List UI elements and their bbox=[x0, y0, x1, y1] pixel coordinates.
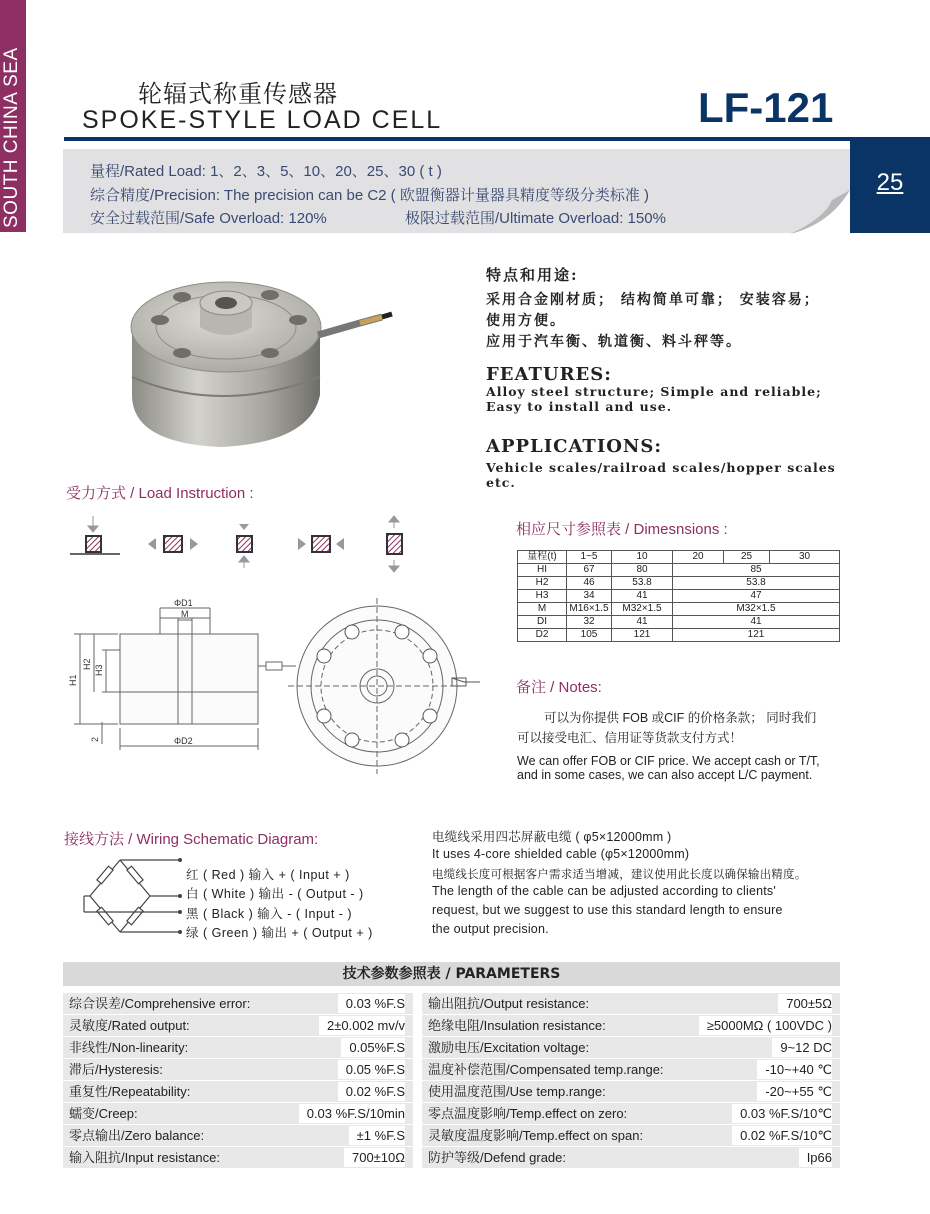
table-row: 绝缘电阻/Insulation resistance: ≥5000MΩ ( 100VDC ) bbox=[422, 1015, 840, 1036]
table-cell: 67 bbox=[567, 564, 612, 577]
table-row: 蠕变/Creep: 0.03 %F.S/10min bbox=[63, 1103, 413, 1124]
table-cell: H2 bbox=[518, 577, 567, 590]
spec-ultimate-overload: 极限过载范围/Ultimate Overload: 150% bbox=[405, 210, 666, 227]
label-2: 2 bbox=[90, 736, 100, 742]
table-cell: 41 bbox=[673, 616, 840, 629]
dimension-drawing bbox=[62, 596, 492, 774]
features-cn-line: 应用于汽车衡、轨道衡、料斗秤等。 bbox=[486, 334, 742, 350]
table-header-cell: 10 bbox=[612, 551, 673, 564]
table-cell: 121 bbox=[612, 629, 673, 642]
table-header-cell: 25 bbox=[724, 551, 770, 564]
table-row: 激励电压/Excitation voltage: 9~12 DC bbox=[422, 1037, 840, 1058]
table-row: 重复性/Repeatability: 0.02 %F.S bbox=[63, 1081, 413, 1102]
table-row: 零点输出/Zero balance: ±1 %F.S bbox=[63, 1125, 413, 1146]
model-number: LF-121 bbox=[698, 84, 834, 131]
table-cell: 85 bbox=[673, 564, 840, 577]
table-cell: 41 bbox=[612, 616, 673, 629]
features-line: Easy to install and use. bbox=[486, 399, 673, 414]
dimensions-title: 相应尺寸参照表 / Dimesnsions : bbox=[516, 521, 728, 538]
wire-black-label: 黑 ( Black ) 输入 - ( Input - ) bbox=[186, 907, 353, 921]
table-cell: 121 bbox=[673, 629, 840, 642]
table-row bbox=[518, 564, 840, 577]
table-row bbox=[518, 616, 840, 629]
title-english: SPOKE-STYLE LOAD CELL bbox=[82, 106, 443, 134]
load-mode-press-icon bbox=[70, 516, 120, 554]
dimensions-table bbox=[517, 550, 840, 642]
table-row: 灵敏度温度影响/Temp.effect on span: 0.02 %F.S/10℃ bbox=[422, 1125, 840, 1146]
notes-en-line: We can offer FOB or CIF price. We accept cash or T/T, bbox=[517, 754, 820, 768]
page-number-box bbox=[850, 137, 930, 233]
spec-rated-load: 量程/Rated Load: 1、2、3、5、10、20、25、30 ( t ) bbox=[90, 163, 442, 180]
table-row: 灵敏度/Rated output: 2±0.002 mv/v bbox=[63, 1015, 413, 1036]
wire-red-label: 红 ( Red ) 输入 + ( Input + ) bbox=[186, 868, 350, 882]
features-heading: FEATURES: bbox=[486, 364, 612, 385]
cable-line: request, but we suggest to use this standard length to ensure bbox=[432, 903, 783, 917]
table-cell: 53.8 bbox=[612, 577, 673, 590]
table-row: 温度补偿范围/Compensated temp.range: -10~+40 ℃ bbox=[422, 1059, 840, 1080]
table-header-cell: 20 bbox=[673, 551, 724, 564]
wire-green-label: 绿 ( Green ) 输出 + ( Output + ) bbox=[186, 926, 373, 940]
table-cell: 41 bbox=[612, 590, 673, 603]
cable-line: the output precision. bbox=[432, 922, 549, 936]
table-row bbox=[518, 590, 840, 603]
label-d1: ΦD1 bbox=[174, 598, 193, 608]
brand-sidebar bbox=[0, 0, 26, 232]
spec-precision: 综合精度/Precision: The precision can be C2 ( 欧盟衡器计量器具精度等级分类标准 ) bbox=[90, 187, 650, 204]
label-h2: H2 bbox=[82, 658, 92, 670]
load-mode-vertical-icon bbox=[237, 514, 252, 568]
notes-cn-line: 可以为你提供 FOB 或CIF 的价格条款； 同时我们 bbox=[544, 711, 817, 725]
table-row: 非线性/Non-linearity: 0.05%F.S bbox=[63, 1037, 413, 1058]
table-cell: D2 bbox=[518, 629, 567, 642]
features-cn-line: 使用方便。 bbox=[486, 313, 566, 329]
table-cell: H3 bbox=[518, 590, 567, 603]
features-line: Alloy steel structure; Simple and reliable; bbox=[486, 384, 822, 399]
table-cell: HI bbox=[518, 564, 567, 577]
table-row: 滞后/Hysteresis: 0.05 %F.S bbox=[63, 1059, 413, 1080]
notes-en-line: and in some cases, we can also accept L/C payment. bbox=[517, 768, 813, 782]
table-cell: 53.8 bbox=[673, 577, 840, 590]
cable-line: 电缆线长度可根据客户需求适当增减，建议使用此长度以确保输出精度。 bbox=[432, 869, 807, 881]
label-d2: ΦD2 bbox=[174, 736, 193, 746]
table-cell: 34 bbox=[567, 590, 612, 603]
table-header-row bbox=[518, 551, 840, 564]
title-chinese: 轮辐式称重传感器 bbox=[138, 80, 338, 108]
applications-line: Vehicle scales/railroad scales/hopper scales bbox=[486, 460, 836, 475]
applications-heading: APPLICATIONS: bbox=[486, 436, 663, 457]
table-cell: M32×1.5 bbox=[673, 603, 840, 616]
table-row bbox=[518, 629, 840, 642]
load-mode-push-icon bbox=[298, 536, 344, 552]
table-row: 使用温度范围/Use temp.range: -20~+55 ℃ bbox=[422, 1081, 840, 1102]
wire-white-label: 白 ( White ) 输出 - ( Output - ) bbox=[186, 887, 364, 901]
notes-cn-line: 可以接受电汇、信用证等货款支付方式！ bbox=[517, 731, 743, 745]
page-number: 25 bbox=[876, 169, 904, 196]
table-row: 防护等级/Defend grade: Ip66 bbox=[422, 1147, 840, 1168]
table-row: 输出阻抗/Output resistance: 700±5Ω bbox=[422, 993, 840, 1014]
table-row: 输入阻抗/Input resistance: 700±10Ω bbox=[63, 1147, 413, 1168]
table-cell: M bbox=[518, 603, 567, 616]
load-instruction-title: 受力方式 / Load Instruction : bbox=[66, 485, 254, 502]
table-header-cell: 30 bbox=[770, 551, 840, 564]
cable-line: 电缆线采用四芯屏蔽电缆 ( φ5×12000mm ) bbox=[432, 830, 672, 844]
applications-line: etc. bbox=[486, 475, 516, 490]
features-cn-heading: 特点和用途: bbox=[486, 266, 579, 284]
wheatstone-bridge-icon bbox=[80, 856, 184, 940]
header-divider bbox=[64, 137, 850, 141]
load-mode-tension-icon bbox=[387, 516, 402, 572]
cable-line: It uses 4-core shielded cable (φ5×12000mm) bbox=[432, 847, 690, 861]
wiring-title: 接线方法 / Wiring Schematic Diagram: bbox=[64, 831, 319, 848]
table-row bbox=[518, 603, 840, 616]
load-instruction-diagram bbox=[66, 512, 426, 577]
parameters-title: 技术参数参照表 / PARAMETERS bbox=[63, 962, 840, 986]
table-cell: DI bbox=[518, 616, 567, 629]
features-cn-line: 采用合金刚材质； 结构简单可靠； 安装容易； bbox=[486, 292, 820, 308]
table-row bbox=[518, 577, 840, 590]
spec-safe-overload: 安全过载范围/Safe Overload: 120% bbox=[90, 210, 327, 227]
table-cell: M16×1.5 bbox=[567, 603, 612, 616]
page-curl-icon bbox=[770, 190, 852, 235]
table-header-cell: 量程(t) bbox=[518, 551, 567, 564]
table-header-cell: 1~5 bbox=[567, 551, 612, 564]
table-row: 综合误差/Comprehensive error: 0.03 %F.S bbox=[63, 993, 413, 1014]
table-cell: 80 bbox=[612, 564, 673, 577]
table-cell: 105 bbox=[567, 629, 612, 642]
cable-line: The length of the cable can be adjusted according to clients' bbox=[432, 884, 776, 898]
brand-text: SOUTH CHINA SEA bbox=[1, 47, 22, 228]
load-mode-side-icon bbox=[148, 536, 198, 552]
table-cell: 46 bbox=[567, 577, 612, 590]
label-m: M bbox=[181, 609, 189, 619]
table-cell: 47 bbox=[673, 590, 840, 603]
label-h1: H1 bbox=[68, 674, 78, 686]
notes-title: 备注 / Notes: bbox=[516, 679, 602, 696]
table-cell: M32×1.5 bbox=[612, 603, 673, 616]
load-cell-photo bbox=[120, 265, 400, 455]
table-cell: 32 bbox=[567, 616, 612, 629]
table-row: 零点温度影响/Temp.effect on zero: 0.03 %F.S/10℃ bbox=[422, 1103, 840, 1124]
label-h3: H3 bbox=[94, 664, 104, 676]
